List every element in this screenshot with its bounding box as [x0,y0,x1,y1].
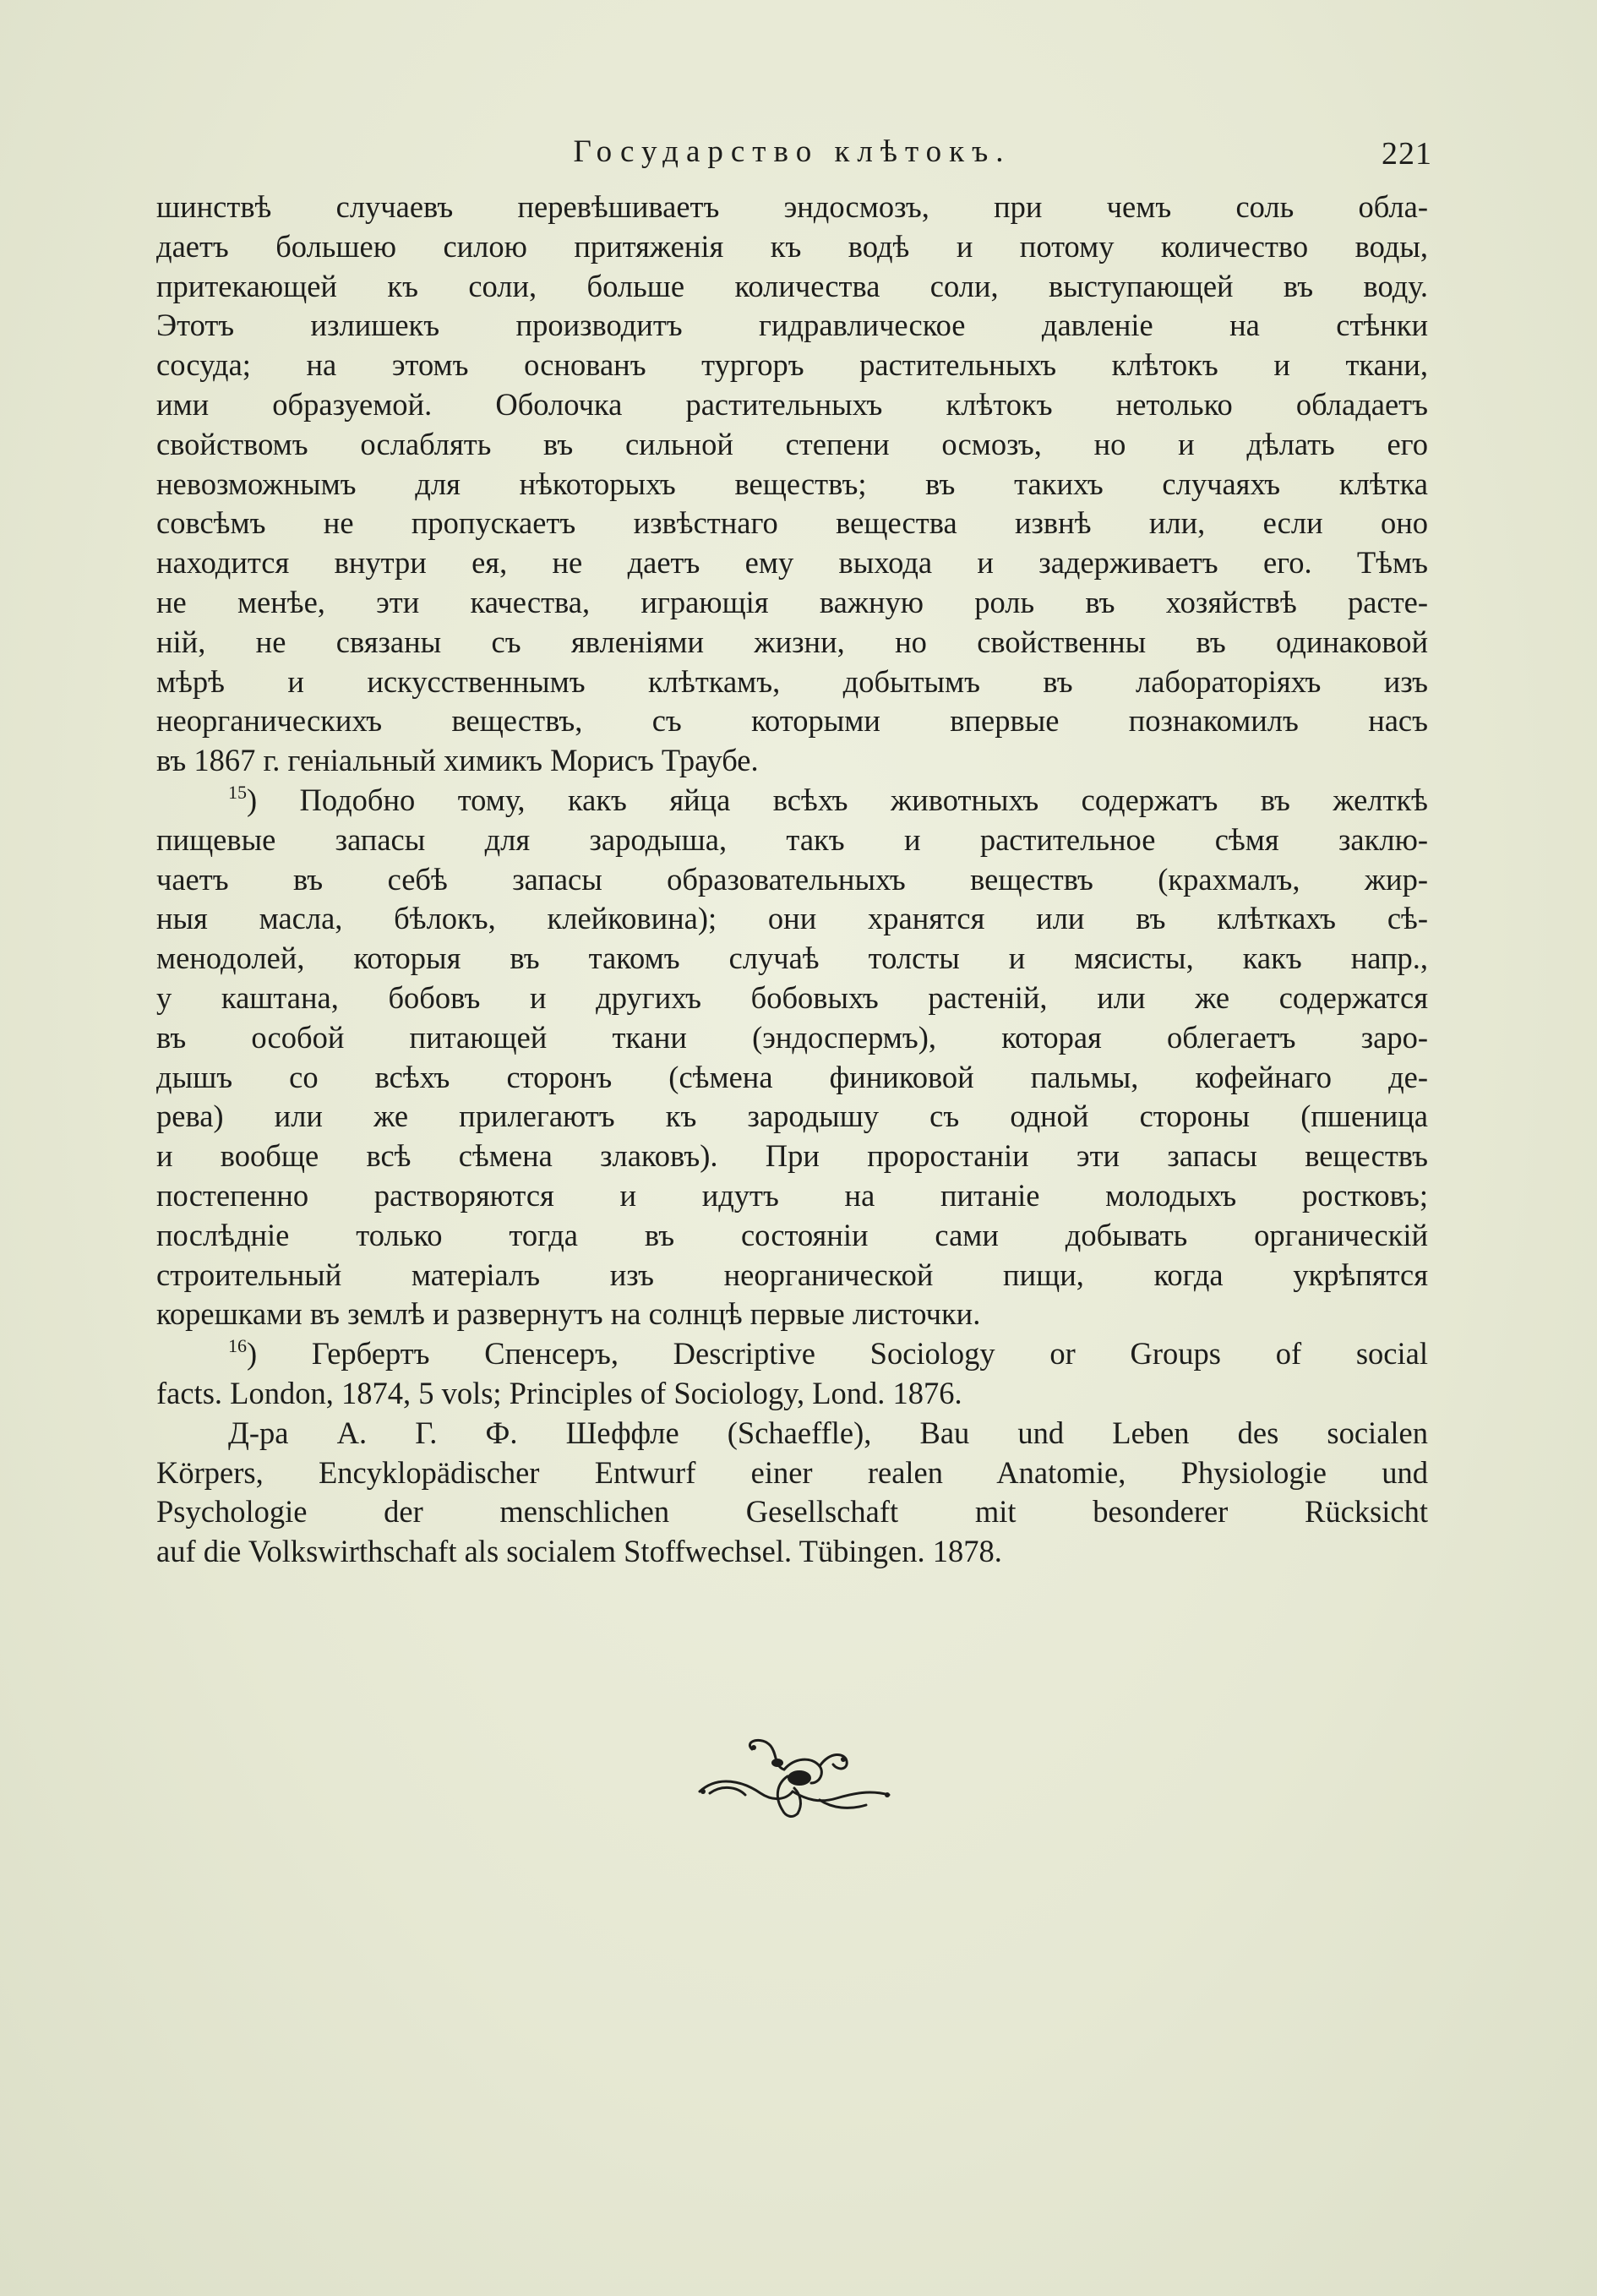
body-text [156,188,1428,1572]
text-line: и вообще всѣ сѣмена злаковъ). При проростаніи эти запасы веществъ [156,1138,1428,1174]
text-line: ныя масла, бѣлокъ, клейковина); они хранятся или въ клѣткахъ сѣ- [156,901,1428,936]
text-line: сосуда; на этомъ основанъ тургоръ растительныхъ клѣтокъ и ткани, [156,347,1428,383]
running-head: Государство клѣтокъ. [573,134,1011,169]
text-line: послѣдніе только тогда въ состояніи сами добывать органическій [156,1217,1428,1252]
text-line: строительный матеріалъ изъ неорганической пищи, когда укрѣпятся [156,1257,1428,1292]
text-line: рева) или же прилегаютъ къ зародышу съ одной стороны (пшеница [156,1099,1428,1134]
text-line: корешками въ землѣ и развернутъ на солнцѣ первые листочки. [156,1296,981,1332]
text-line: чаетъ въ себѣ запасы образовательныхъ веществъ (крахмалъ, жир- [156,861,1428,897]
text-line: неорганическихъ веществъ, съ которыми впервые познакомилъ насъ [156,703,1428,739]
text-line: въ 1867 г. геніальный химикъ Морисъ Траубе. [156,743,759,778]
footnote-marker: 16 [228,1335,247,1357]
page-header [152,127,1432,177]
text-line: Д-ра А. Г. Ф. Шеффле (Schaeffle), Bau und Leben des socialen [228,1415,1428,1450]
text-line: мѣрѣ и искусственнымъ клѣткамъ, добытымъ въ лабораторіяхъ изъ [156,663,1428,699]
text-line: невозможнымъ для нѣкоторыхъ веществъ; въ такихъ случаяхъ клѣтка [156,466,1428,501]
text-line: пищевые запасы для зародыша, такъ и растительное сѣмя заклю- [156,821,1428,857]
text-line: у каштана, бобовъ и другихъ бобовыхъ растеній, или же содержатся [156,979,1428,1015]
text-line: притекающей къ соли, больше количества соли, выступающей въ воду. [156,268,1428,303]
floral-ornament-icon [693,1732,896,1825]
footnote-text: ) Подобно тому, какъ яйца всѣхъ животныхъ содержатъ въ желткѣ [247,782,1428,817]
text-line: менодолей, которыя въ такомъ случаѣ толсты и мясисты, какъ напр., [156,941,1428,976]
text-line: ими образуемой. Оболочка растительныхъ клѣтокъ нетолько обладаетъ [156,386,1428,422]
text-line: въ особой питающей ткани (эндоспермъ), которая облегаетъ заро- [156,1019,1428,1055]
footnote-15-first-line [156,781,1428,821]
text-line: даетъ большею силою притяженія къ водѣ и потому количество воды, [156,228,1428,264]
text-line: не менѣе, эти качества, играющія важную роль въ хозяйствѣ расте- [156,584,1428,619]
footnote-16-first-line [156,1334,1428,1374]
text-line: facts. London, 1874, 5 vols; Principles of Sociology, Lond. 1876. [156,1375,962,1410]
footnote-text: ) Гербертъ Спенсеръ, Descriptive Sociology or Groups of social [247,1336,1428,1372]
text-line: Psychologie der menschlichen Gesellschaft mit besonderer Rücksicht [156,1494,1428,1530]
text-line: шинствѣ случаевъ перевѣшиваетъ эндосмозъ, при чемъ соль обла- [156,189,1428,224]
page-number: 221 [1382,136,1432,172]
text-line: Körpers, Encyklopädischer Entwurf einer realen Anatomie, Physiologie und [156,1454,1428,1490]
text-line: auf die Volkswirthschaft als socialem Stoffwechsel. Tübingen. 1878. [156,1534,1002,1569]
text-line: свойствомъ ослаблять въ сильной степени осмозъ, но и дѣлать его [156,426,1428,461]
text-line: ній, не связаны съ явленіями жизни, но свойственны въ одинаковой [156,624,1428,659]
text-line: совсѣмъ не пропускаетъ извѣстнаго вещества извнѣ или, если оно [156,505,1428,541]
text-line: Этотъ излишекъ производитъ гидравлическое давленіе на стѣнки [156,308,1428,343]
text-line: находится внутри ея, не даетъ ему выхода и задерживаетъ его. Тѣмъ [156,545,1428,581]
text-line: дышъ со всѣхъ сторонъ (сѣмена финиковой пальмы, кофейнаго де- [156,1059,1428,1094]
footnote-marker: 15 [228,781,247,803]
text-line: постепенно растворяются и идутъ на питаніе молодыхъ ростковъ; [156,1177,1428,1213]
